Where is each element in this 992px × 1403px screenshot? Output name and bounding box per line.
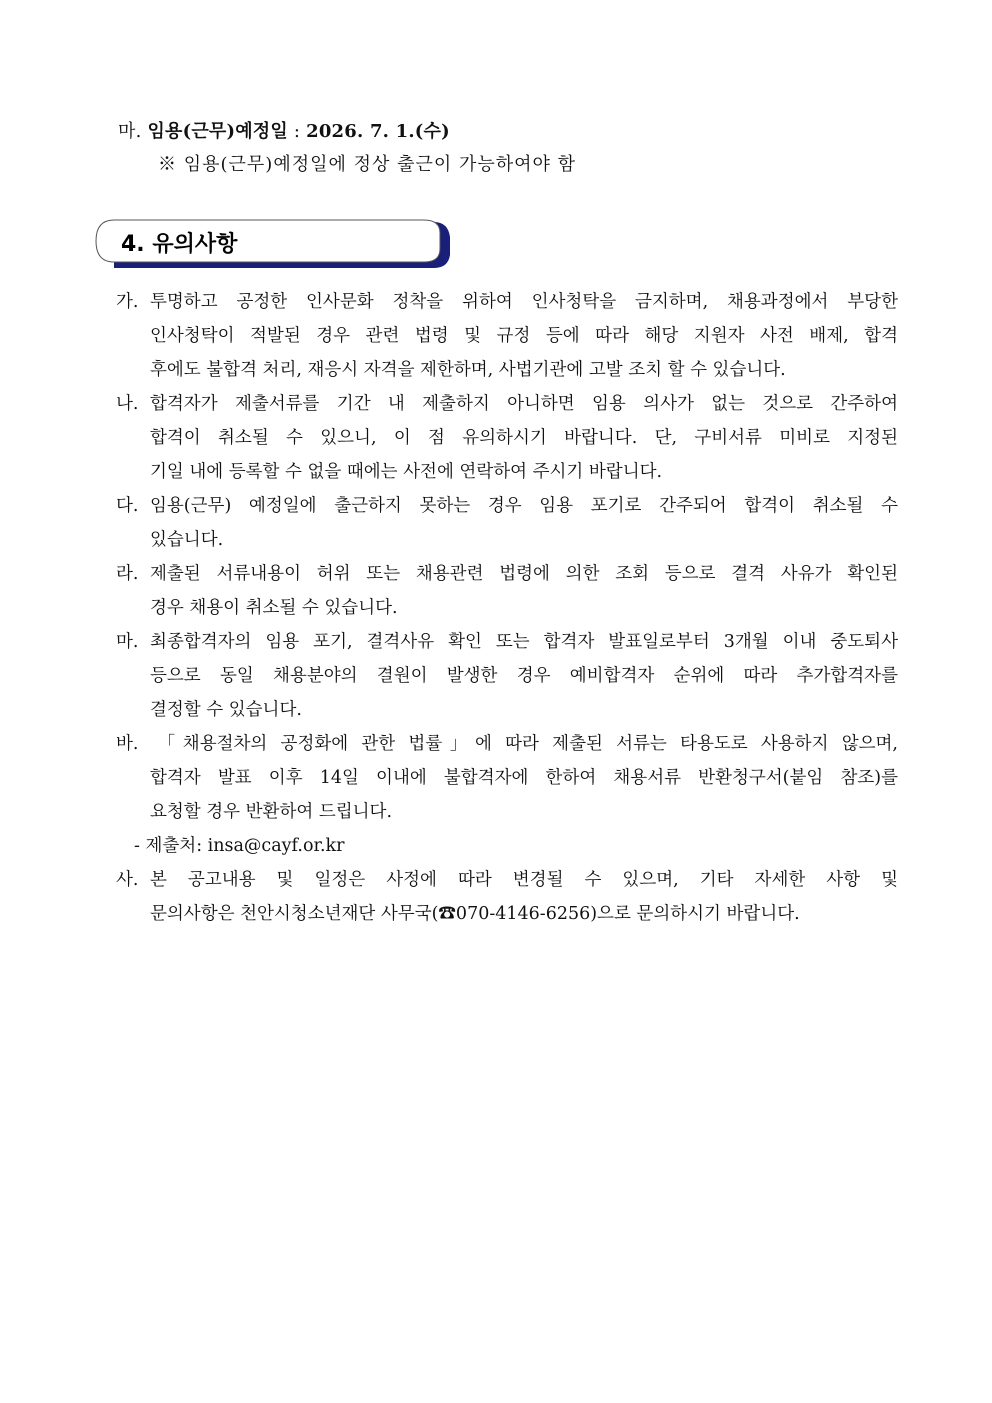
notice-list (116, 285, 898, 931)
item-line: 있습니다. (150, 530, 224, 550)
item-marker: 사. (116, 870, 139, 890)
list-item (116, 625, 898, 727)
item-line: 기일 내에 등록할 수 없을 때에는 사전에 연락하여 주시기 바랍니다. (150, 462, 663, 482)
item-line (116, 625, 898, 659)
item-line (116, 863, 898, 897)
item-line (116, 489, 898, 523)
item-marker: 라. (116, 564, 139, 584)
item-marker: 바. (116, 734, 139, 754)
item-line: 후에도 불합격 처리, 재응시 자격을 제한하며, 사법기관에 고발 조치 할 수 있습니다. (150, 360, 786, 380)
schedule-note: ※ 임용(근무)예정일에 정상 출근이 가능하여야 함 (158, 154, 577, 175)
item-line (116, 387, 898, 421)
schedule-separator: : (293, 121, 301, 142)
item-text: 합격자가 제출서류를 기간 내 제출하지 아니하면 임용 의사가 없는 것으로 간주하여 (150, 394, 898, 414)
item-line (116, 285, 898, 319)
item-line: 결정할 수 있습니다. (150, 700, 302, 720)
item-line: 합격이 취소될 수 있으니, 이 점 유의하시기 바랍니다. 단, 구비서류 미비로 지정된 (150, 428, 898, 448)
item-line: 문의사항은 천안시청소년재단 사무국(☎070-4146-6256)으로 문의하시기 바랍니다. (150, 904, 800, 924)
list-item (116, 285, 898, 387)
list-item (116, 863, 898, 931)
item-text: 투명하고 공정한 인사문화 정착을 위하여 인사청탁을 금지하며, 채용과정에서 부당한 (150, 292, 898, 312)
item-line: 인사청탁이 적발된 경우 관련 법령 및 규정 등에 따라 해당 지원자 사전 배제, 합격 (150, 326, 898, 346)
item-text: 「채용절차의 공정화에 관한 법률」에 따라 제출된 서류는 타용도로 사용하지 않으며, (150, 734, 898, 754)
item-text: 임용(근무) 예정일에 출근하지 못하는 경우 임용 포기로 간주되어 합격이 취소될 수 (150, 496, 898, 516)
item-marker: 나. (116, 394, 139, 414)
item-text: 제출된 서류내용이 허위 또는 채용관련 법령에 의한 조회 등으로 결격 사유가 확인된 (150, 564, 898, 584)
schedule-line (118, 117, 450, 143)
schedule-label: 임용(근무)예정일 (147, 121, 288, 142)
list-item (116, 489, 898, 557)
item-marker: 마. (116, 632, 139, 652)
item-line (116, 557, 898, 591)
item-text: 최종합격자의 임용 포기, 결격사유 확인 또는 합격자 발표일로부터 3개월 이내 중도퇴사 (150, 632, 898, 652)
list-item (116, 387, 898, 489)
list-item (116, 727, 898, 829)
item-marker: 다. (116, 496, 139, 516)
item-line: 합격자 발표 이후 14일 이내에 불합격자에 한하여 채용서류 반환청구서(붙임 참조)를 (150, 768, 898, 788)
submission-email[interactable]: - 제출처: insa@cayf.or.kr (134, 836, 345, 856)
item-line: 경우 채용이 취소될 수 있습니다. (150, 598, 398, 618)
item-line (116, 727, 898, 761)
list-item (116, 557, 898, 625)
schedule-date: 2026. 7. 1.(수) (306, 121, 450, 142)
item-line: 등으로 동일 채용분야의 결원이 발생한 경우 예비합격자 순위에 따라 추가합격자를 (150, 666, 898, 686)
section-heading-box (94, 219, 454, 269)
item-line: 요청할 경우 반환하여 드립니다. (150, 802, 393, 822)
item-marker: 가. (116, 292, 139, 312)
schedule-marker: 마. (118, 121, 142, 142)
section-heading: 4. 유의사항 (121, 232, 238, 257)
item-text: 본 공고내용 및 일정은 사정에 따라 변경될 수 있으며, 기타 자세한 사항 및 (150, 870, 898, 890)
